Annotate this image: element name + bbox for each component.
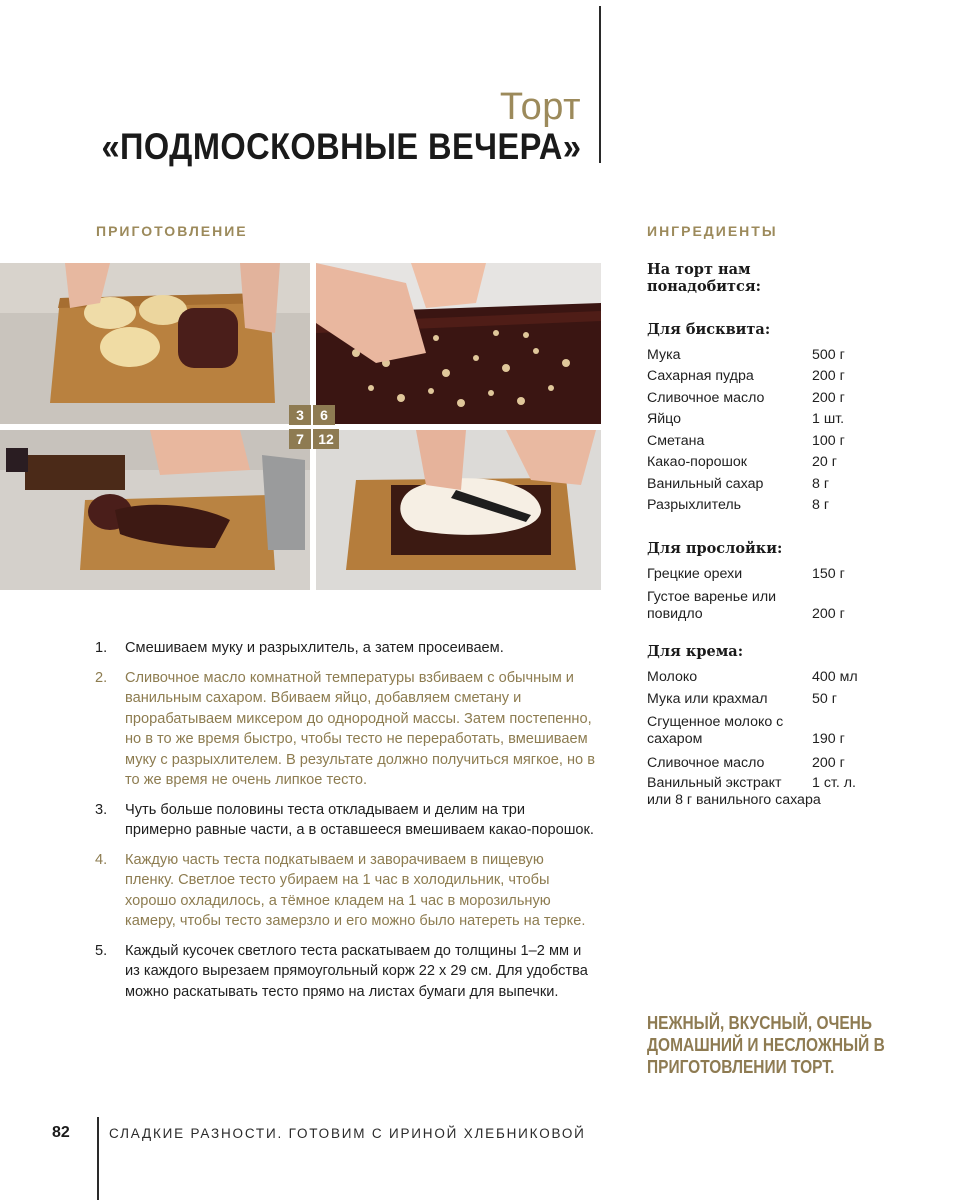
- ingredient-name: Ванильный экстракт: [647, 775, 782, 791]
- ingredient-name: Сливочное масло: [647, 389, 765, 406]
- page-number: 82: [52, 1124, 70, 1141]
- ingredient-name: Мука или крахмал: [647, 691, 768, 707]
- ingredient-row: [647, 772, 887, 792]
- step-text: Сливочное масло комнатной температуры взбиваем с обычным и ванильным сахаром. Вбиваем яйцо, добавляем сметану и прорабатываем миксером до однородной массы. Затем постепенно, но в то же время быстро, чтобы тесто не переработать, вмешиваем муку с разрыхлителем. В результате должно получиться мягкое, но в то же время не очень липкое тесто.: [125, 669, 595, 788]
- step-item: [95, 850, 595, 932]
- ingredients-intro: [647, 261, 887, 295]
- ingredient-row: [647, 407, 887, 429]
- tagline: НЕЖНЫЙ, ВКУСНЫЙ, ОЧЕНЬ ДОМАШНИЙ И НЕСЛОЖНЫЙ В ПРИГОТОВЛЕНИИ ТОРТ.: [647, 1013, 885, 1077]
- ingredient-row: [647, 686, 887, 708]
- ingredient-qty: 200 г: [812, 606, 845, 622]
- ingredient-qty: 190 г: [812, 731, 845, 747]
- ingredients-heading: ИНГРЕДИЕНТЫ: [647, 223, 778, 239]
- step-text: Каждую часть теста подкатываем и заворачиваем в пищевую пленку. Светлое тесто убираем на 1 час в холодильник, чтобы хорошо охладилось, а тёмное кладем на 1 час в морозильную камеру, чтобы тесто замерзло и его можно было натереть на терке.: [125, 851, 586, 929]
- ingredients-intro-text: На торт нам понадобится:: [647, 261, 761, 295]
- ingredient-qty: 200 г: [812, 755, 845, 771]
- ingredient-row: [647, 471, 887, 493]
- step-item: [95, 941, 595, 1003]
- step-number: 5.: [95, 942, 108, 959]
- badge-step-3: 3: [289, 405, 311, 425]
- ingredient-note: или 8 г ванильного сахара: [647, 792, 821, 808]
- step-text: Каждый кусочек светлого теста раскатываем до толщины 1–2 мм и из каждого вырезаем прямоугольный корж 22 х 29 см. Для удобства можно раскатывать тесто прямо на листах бумаги для выпечки.: [125, 942, 588, 1000]
- badge-step-12: 12: [313, 429, 339, 449]
- ingredient-qty: 1 шт.: [812, 411, 845, 427]
- ingredient-name: Сметана: [647, 432, 705, 449]
- steps-list: [95, 638, 595, 1011]
- step-item: [95, 800, 595, 841]
- page-title: «ПОДМОСКОВНЫЕ ВЕЧЕРА»: [101, 126, 581, 167]
- ingredient-qty: 500 г: [812, 346, 845, 363]
- ingredient-row: [647, 664, 887, 686]
- ingredient-name: Какао-порошок: [647, 454, 748, 470]
- title-divider: [599, 6, 601, 163]
- ingredient-row: [647, 748, 887, 772]
- ingredient-name: Молоко: [647, 669, 698, 685]
- ingredient-row: [647, 364, 887, 386]
- ingredient-qty: 8 г: [812, 475, 830, 492]
- ingredient-qty: 1 ст. л.: [812, 775, 856, 791]
- ingredient-name: Ванильный сахар: [647, 475, 764, 492]
- photo-step-6: [316, 263, 601, 424]
- ingredient-qty: 200 г: [812, 368, 845, 384]
- ingredient-name: Грецкие орехи: [647, 566, 743, 582]
- photo-step-7: [0, 430, 310, 590]
- step-text: Смешиваем муку и разрыхлитель, а затем просеиваем.: [125, 640, 504, 656]
- step-number: 3.: [95, 801, 108, 818]
- ingredient-row: [647, 450, 887, 472]
- ingredient-qty: 50 г: [812, 691, 837, 707]
- ingredient-qty: 100 г: [812, 432, 845, 449]
- ingredient-group-cream: [647, 643, 887, 809]
- ingredient-row: [647, 493, 887, 515]
- ingredient-row: [647, 561, 887, 583]
- title-small: Торт: [499, 86, 581, 128]
- ingredient-name: Яйцо: [647, 411, 682, 427]
- preparation-heading: ПРИГОТОВЛЕНИЕ: [96, 223, 248, 239]
- ingredient-name: Разрыхлитель: [647, 497, 742, 513]
- ingredient-row: [647, 385, 887, 407]
- step-number: 1.: [95, 640, 108, 656]
- ingredient-row: [647, 710, 887, 748]
- photo-step-12: [316, 430, 601, 590]
- step-text: Чуть больше половины теста откладываем и делим на три примерно равные части, а в оставшееся вмешиваем какао-порошок.: [125, 801, 594, 838]
- ingredient-row: [647, 585, 887, 623]
- ingredient-name: Сгущенное молоко с сахаром: [647, 714, 784, 747]
- ingredient-name: Густое варенье или повидло: [647, 589, 777, 622]
- group-title: Для бисквита:: [647, 321, 771, 338]
- ingredient-group-biscuit: [647, 321, 887, 514]
- ingredient-qty: 20 г: [812, 454, 837, 470]
- badge-step-6: 6: [313, 405, 335, 425]
- ingredient-row: [647, 342, 887, 364]
- step-item: [95, 668, 595, 791]
- ingredient-name: Сливочное масло: [647, 755, 765, 771]
- group-title: Для крема:: [647, 643, 744, 660]
- book-title: СЛАДКИЕ РАЗНОСТИ. ГОТОВИМ С ИРИНОЙ ХЛЕБНИКОВОЙ: [109, 1126, 586, 1141]
- ingredient-name: Мука: [647, 346, 681, 363]
- photo-step-3: [0, 263, 310, 424]
- ingredient-qty: 150 г: [812, 566, 845, 582]
- footer-divider: [97, 1117, 99, 1200]
- ingredient-qty: 200 г: [812, 389, 845, 406]
- step-item: [95, 638, 595, 659]
- step-number: 2.: [95, 669, 108, 686]
- ingredient-qty: 400 мл: [812, 669, 858, 685]
- ingredient-row: [647, 428, 887, 450]
- ingredient-group-filling: [647, 540, 887, 623]
- step-number: 4.: [95, 851, 108, 868]
- badge-step-7: 7: [289, 429, 311, 449]
- ingredient-qty: 8 г: [812, 497, 830, 513]
- group-title: Для прослойки:: [647, 540, 783, 557]
- ingredient-name: Сахарная пудра: [647, 368, 754, 384]
